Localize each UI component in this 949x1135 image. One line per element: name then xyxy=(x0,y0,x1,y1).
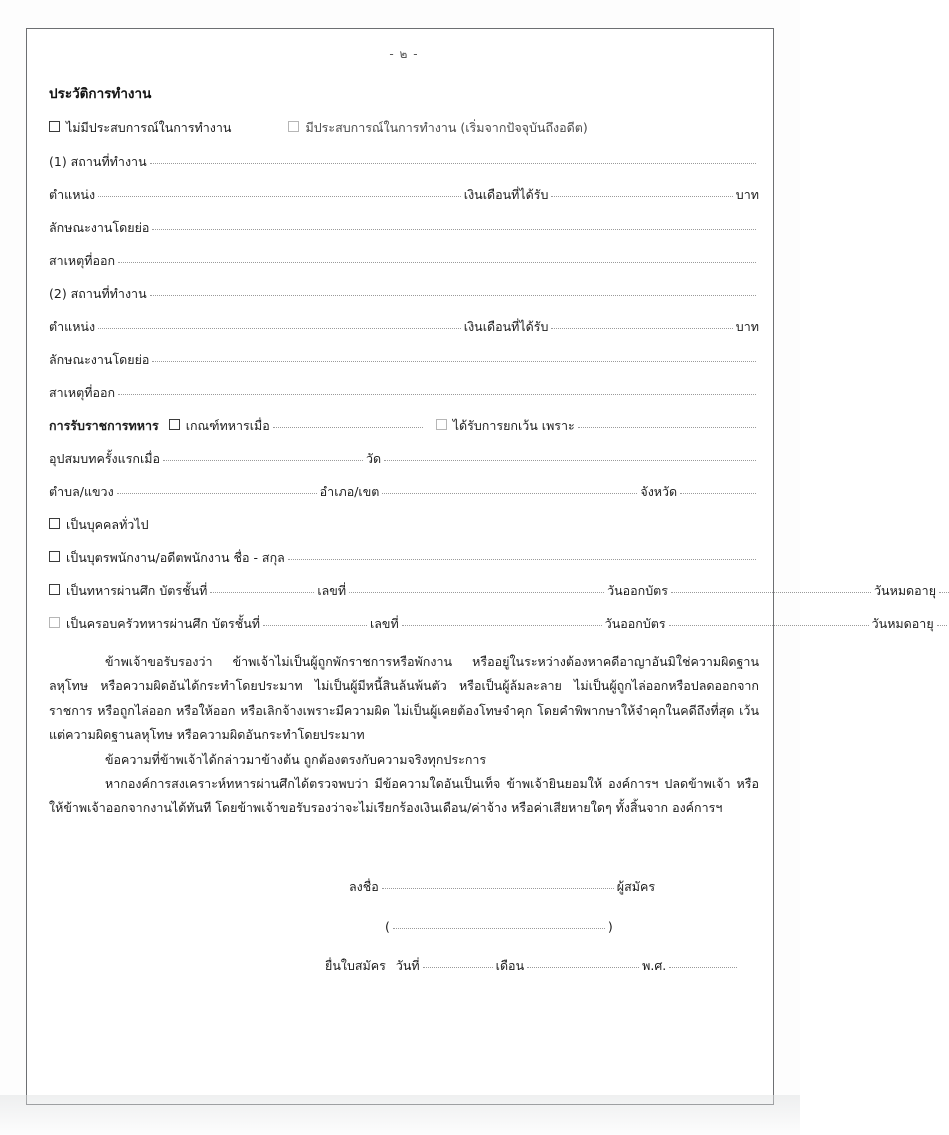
temple-label: วัด xyxy=(366,451,382,466)
duties-1-label: ลักษณะงานโดยย่อ xyxy=(49,220,150,235)
district-label: อำเภอ/เขต xyxy=(319,484,380,499)
row-status-veteran-family xyxy=(49,614,934,634)
checkbox-conscripted[interactable] xyxy=(169,419,180,430)
status-veteran-label: เป็นทหารผ่านศึก บัตรชั้นที่ xyxy=(66,583,208,598)
conscript-label: เกณฑ์ทหารเมื่อ xyxy=(185,418,270,433)
exempt-reason-input[interactable] xyxy=(578,427,756,428)
declaration-paragraph-1: ข้าพเจ้าขอรับรองว่า ข้าพเจ้าไม่เป็นผู้ถูกพักราชการหรือพักงาน หรืออยู่ในระหว่างต้องหาคดีอาญาอันมิใช่ความผิดฐานลหุโทษ หรือความผิดอันได้กระทำโดยประมาท ไม่เป็นผู้มีหนี้สินล้นพ้นตัว หรือเป็นผู้ล้มละลาย ไม่เป็นผู้ถูกไล่ออกหรือปลดออกจากราชการ หรือถูกไล่ออก หรือให้ออก หรือเลิกจ้างเพราะมีความผิด ไม่เป็นผู้เคยต้องโทษจำคุก โดยคำพิพากษาให้จำคุกในคดีถึงที่สุด เว้นแต่ความผิดฐานลหุโทษ หรือความผิดอันกระทำโดยประมาท xyxy=(49,654,759,743)
signature-area xyxy=(49,877,759,976)
status-general-label: เป็นบุคคลทั่วไป xyxy=(66,517,149,532)
applicant-label: ผู้สมัคร xyxy=(616,878,656,894)
row-workplace-1 xyxy=(49,152,759,172)
row-submission-date xyxy=(49,956,759,976)
veteran-family-issue-label: วันออกบัตร xyxy=(604,616,666,631)
province-label: จังหวัด xyxy=(640,484,678,499)
row-ordination xyxy=(49,449,759,469)
checkbox-no-experience[interactable] xyxy=(49,121,60,132)
row-military-service xyxy=(49,416,759,436)
veteran-family-card-number-label: เลขที่ xyxy=(369,616,399,631)
row-duties-1 xyxy=(49,218,759,238)
row-duties-2 xyxy=(49,350,759,370)
checkbox-general-person[interactable] xyxy=(49,518,60,529)
veteran-expiry-date-input[interactable] xyxy=(939,592,949,593)
workplace-2-label: (2) สถานที่ทำงาน xyxy=(49,286,147,301)
veteran-expiry-label: วันหมดอายุ xyxy=(874,583,937,598)
day-input[interactable] xyxy=(423,967,493,968)
work-experience-options xyxy=(49,118,759,138)
row-ordination-location xyxy=(49,482,759,502)
veteran-family-expiry-date-input[interactable] xyxy=(937,625,947,626)
exempt-label: ได้รับการยกเว้น เพราะ xyxy=(452,418,575,433)
reason-2-input[interactable] xyxy=(118,394,756,395)
veteran-card-number-input[interactable] xyxy=(349,592,604,593)
checkbox-employee-child[interactable] xyxy=(49,551,60,562)
position-1-input[interactable] xyxy=(98,196,461,197)
page-border-frame xyxy=(26,28,937,1105)
ordination-date-input[interactable] xyxy=(163,460,363,461)
row-workplace-2 xyxy=(49,284,759,304)
salary-2-label: เงินเดือนที่ได้รับ xyxy=(463,319,549,334)
duties-1-input[interactable] xyxy=(152,229,756,230)
workplace-1-label: (1) สถานที่ทำงาน xyxy=(49,154,147,169)
military-heading: การรับราชการทหาร xyxy=(49,418,159,433)
work-history-title: ประวัติการทำงาน xyxy=(49,86,152,102)
row-signature xyxy=(49,877,759,897)
row-position-2 xyxy=(49,317,759,337)
option-has-experience-label: มีประสบการณ์ในการทำงาน (เริ่มจากปัจจุบันถึงอดีต) xyxy=(305,120,588,135)
document-content xyxy=(49,41,937,976)
salary-1-input[interactable] xyxy=(551,196,732,197)
subdistrict-label: ตำบล/แขวง xyxy=(49,484,114,499)
month-input[interactable] xyxy=(527,967,639,968)
position-1-label: ตำแหน่ง xyxy=(49,187,96,202)
option-no-experience-label: ไม่มีประสบการณ์ในการทำงาน xyxy=(66,120,232,135)
checkbox-exempted[interactable] xyxy=(436,419,447,430)
salary-2-unit: บาท xyxy=(735,319,759,334)
veteran-family-expiry-label: วันหมดอายุ xyxy=(871,616,934,631)
status-employee-child-label: เป็นบุตรพนักงาน/อดีตพนักงาน ชื่อ - สกุล xyxy=(66,550,285,565)
veteran-card-class-input[interactable] xyxy=(210,592,314,593)
salary-1-label: เงินเดือนที่ได้รับ xyxy=(463,187,549,202)
status-veteran-family-label: เป็นครอบครัวทหารผ่านศึก บัตรชั้นที่ xyxy=(66,616,260,631)
veteran-issue-date-input[interactable] xyxy=(671,592,871,593)
reason-1-label: สาเหตุที่ออก xyxy=(49,253,116,268)
checkbox-veteran[interactable] xyxy=(49,584,60,595)
salary-1-unit: บาท xyxy=(735,187,759,202)
year-label: พ.ศ. xyxy=(642,957,667,973)
submit-label: ยื่นใบสมัคร xyxy=(325,957,386,973)
sign-label: ลงชื่อ xyxy=(349,878,379,894)
ordination-label: อุปสมบทครั้งแรกเมื่อ xyxy=(49,451,161,466)
row-status-veteran xyxy=(49,581,937,601)
workplace-1-input[interactable] xyxy=(150,163,756,164)
checkbox-veteran-family[interactable] xyxy=(49,617,60,628)
year-input[interactable] xyxy=(669,967,737,968)
salary-2-input[interactable] xyxy=(551,328,732,329)
veteran-family-card-class-input[interactable] xyxy=(263,625,367,626)
province-input[interactable] xyxy=(680,493,756,494)
row-position-1 xyxy=(49,185,759,205)
district-input[interactable] xyxy=(382,493,637,494)
declaration-paragraph-3: หากองค์การสงเคราะห์ทหารผ่านศึกได้ตรวจพบว่า มีข้อความใดอันเป็นเท็จ ข้าพเจ้ายินยอมให้ องค์การฯ ปลดข้าพเจ้า หรือให้ข้าพเจ้าออกจากงานได้ทันที โดยข้าพเจ้าขอรับรองว่าจะไม่เรียกร้องเงินเดือน/ค่าจ้าง หรือค่าเสียหายใดๆ ทั้งสิ้นจาก องค์การฯ xyxy=(49,775,759,816)
employee-child-name-input[interactable] xyxy=(288,559,756,560)
row-reason-2 xyxy=(49,383,759,403)
declaration-block xyxy=(49,650,759,821)
conscript-date-input[interactable] xyxy=(273,427,423,428)
row-status-general[interactable] xyxy=(49,515,759,535)
paren-close: ) xyxy=(607,918,613,934)
reason-2-label: สาเหตุที่ออก xyxy=(49,385,116,400)
checkbox-has-experience[interactable] xyxy=(288,121,299,132)
position-2-label: ตำแหน่ง xyxy=(49,319,96,334)
veteran-card-number-label: เลขที่ xyxy=(317,583,347,598)
position-2-input[interactable] xyxy=(98,328,461,329)
day-label: วันที่ xyxy=(395,957,420,973)
veteran-family-issue-date-input[interactable] xyxy=(669,625,869,626)
duties-2-label: ลักษณะงานโดยย่อ xyxy=(49,352,150,367)
veteran-family-card-number-input[interactable] xyxy=(402,625,602,626)
option-has-experience[interactable] xyxy=(288,118,587,138)
printed-name-input[interactable] xyxy=(393,928,605,929)
temple-input[interactable] xyxy=(384,460,756,461)
subdistrict-input[interactable] xyxy=(117,493,317,494)
row-printed-name xyxy=(49,919,759,934)
option-no-experience[interactable] xyxy=(49,118,231,138)
signature-input[interactable] xyxy=(382,888,614,889)
veteran-issue-label: วันออกบัตร xyxy=(607,583,669,598)
workplace-2-input[interactable] xyxy=(150,295,756,296)
duties-2-input[interactable] xyxy=(152,361,756,362)
page-number: - ๒ - xyxy=(389,47,419,61)
declaration-paragraph-2: ข้อความที่ข้าพเจ้าได้กล่าวมาข้างต้น ถูกต้องตรงกับความจริงทุกประการ xyxy=(105,751,487,767)
reason-1-input[interactable] xyxy=(118,262,756,263)
month-label: เดือน xyxy=(495,957,525,973)
paren-open: ( xyxy=(385,918,390,934)
row-status-employee-child xyxy=(49,548,759,568)
row-reason-1 xyxy=(49,251,759,271)
